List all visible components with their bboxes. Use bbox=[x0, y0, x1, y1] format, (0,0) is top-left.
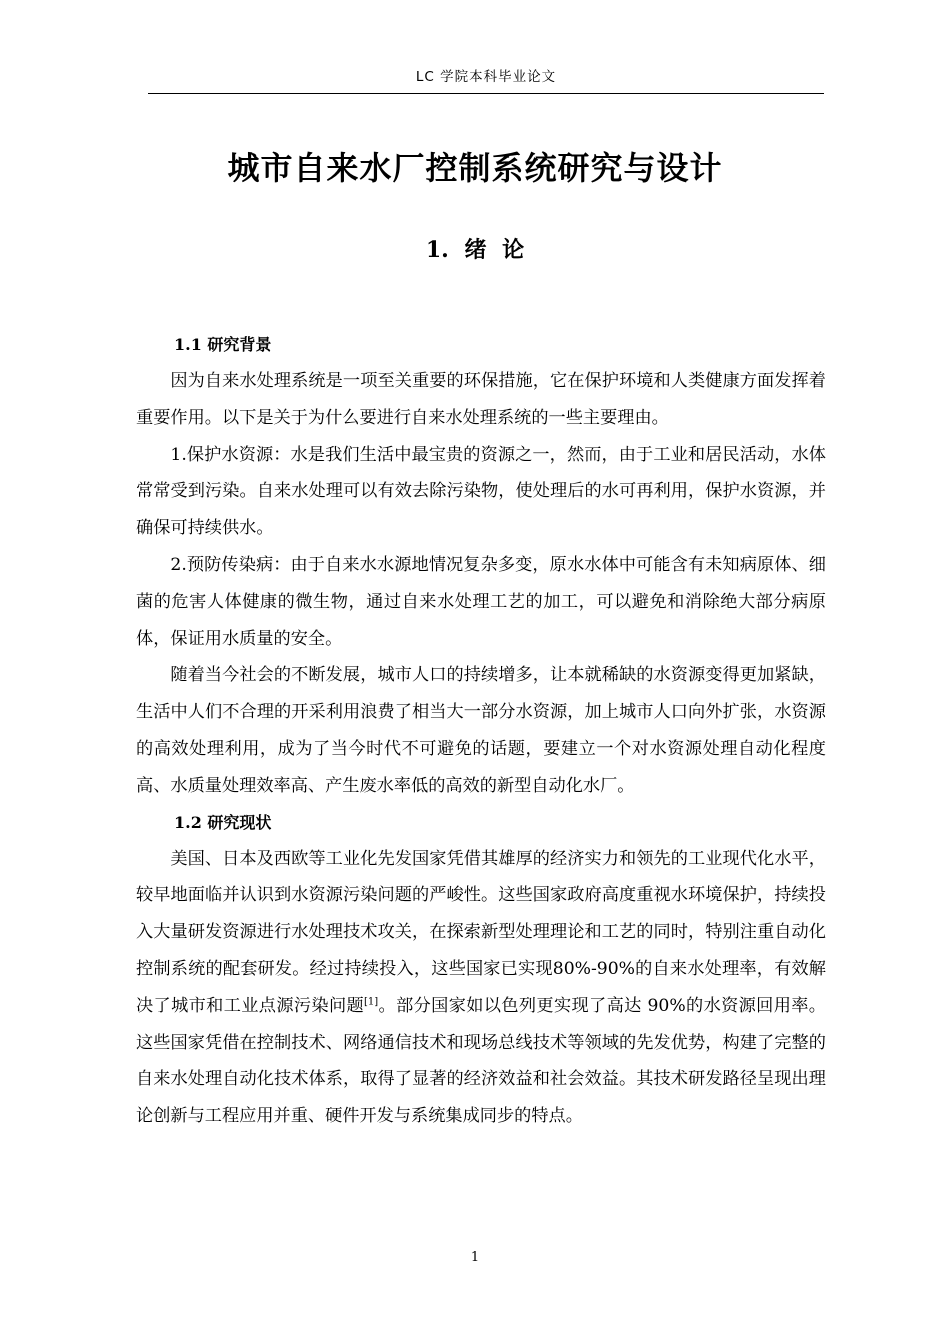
paragraph: 2.预防传染病：由于自来水水源地情况复杂多变，原水水体中可能含有未知病原体、细菌的危害人体健康的微生物，通过自来水处理工艺的加工，可以避免和消除绝大部分病原体，保证用水质量的安全。 bbox=[136, 554, 826, 649]
paragraph: 随着当今社会的不断发展，城市人口的持续增多，让本就稀缺的水资源变得更加紧缺，生活中人们不合理的开采利用浪费了相当大一部分水资源，加上城市人口向外扩张，水资源的高效处理利用，成为了当今时代不可避免的话题，要建立一个对水资源处理自动化程度高、水质量处理效率高、产生废水率低的高效的新型自动化水厂。 bbox=[136, 665, 826, 796]
paragraph: 1.保护水资源：水是我们生活中最宝贵的资源之一，然而，由于工业和居民活动，水体常常受到污染。自来水处理可以有效去除污染物，使处理后的水可再利用，保护水资源，并确保可持续供水。 bbox=[136, 444, 826, 539]
chapter-heading: 1. 绪 论 bbox=[425, 237, 525, 263]
paragraph-text: 美国、日本及西欧等工业化先发国家凭借其雄厚的经济实力和领先的工业现代化水平，较早地面临并认识到水资源污染问题的严峻性。这些国家政府高度重视水环境保护，持续投入大量研发资源进行水处理技术攻关，在探索新型处理理论和工艺的同时，特别注重自动化控制系统的配套研发。经过持续投入，这些国家已实现80%-90%的自来水处理率，有效解决了城市和工业点源污染问题 bbox=[136, 848, 826, 1016]
header-text: LC 学院本科毕业论文 bbox=[415, 69, 557, 85]
thesis-title: 城市自来水厂控制系统研究与设计 bbox=[227, 149, 723, 187]
page-number: 1 bbox=[470, 1250, 480, 1265]
citation-link[interactable]: [1] bbox=[364, 996, 379, 1008]
section-heading-1-2: 1.2 研究现状 bbox=[174, 812, 272, 832]
section-heading-1-1: 1.1 研究背景 bbox=[174, 335, 272, 354]
paragraph bbox=[136, 841, 826, 1135]
paragraph: 因为自来水处理系统是一项至关重要的环保措施，它在保护环境和人类健康方面发挥着重要作用。以下是关于为什么要进行自来水处理系统的一些主要理由。 bbox=[136, 371, 826, 428]
body-content bbox=[136, 327, 826, 1135]
paragraph-text: 。部分国家如以色列更实现了高达 90%的水资源回用率。这些国家凭借在控制技术、网络通信技术和现场总线技术等领域的先发优势，构建了完整的自来水处理自动化技术体系，取得了显著的经济效益和社会效益。其技术研发路径呈现出理论创新与工程应用并重、硬件开发与系统集成同步的特点。 bbox=[136, 995, 826, 1127]
running-header bbox=[148, 66, 824, 94]
